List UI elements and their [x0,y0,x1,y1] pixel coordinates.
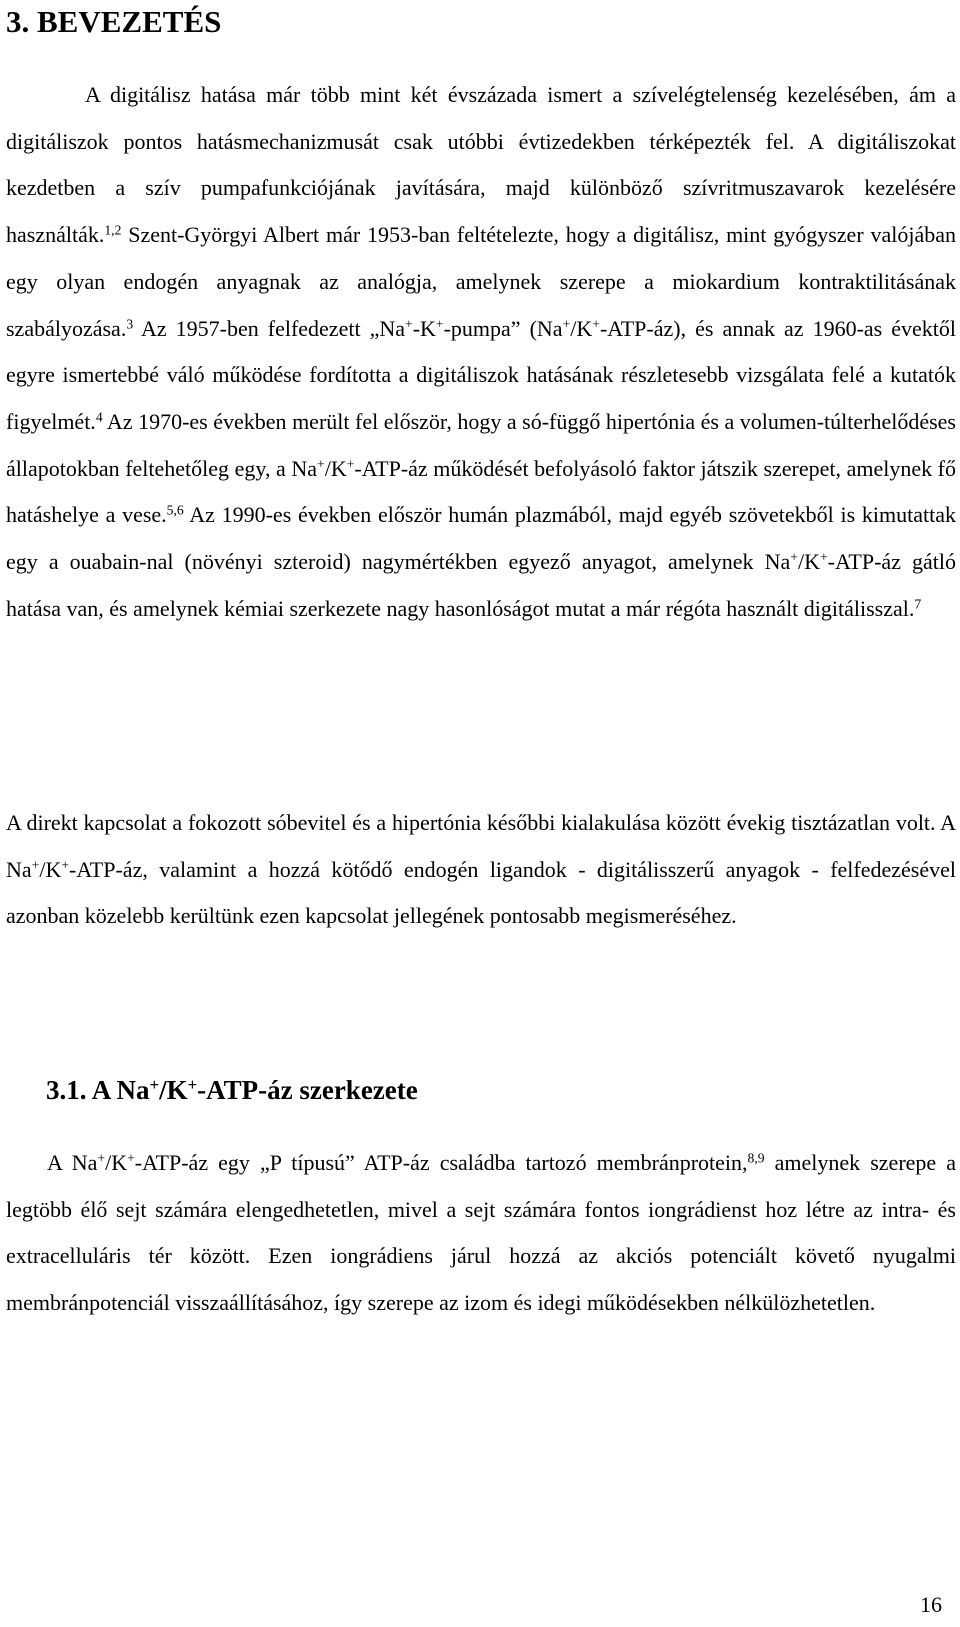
superscript-plus: + [790,549,798,565]
text-run: Szent-Györgyi Albert már 1953-ban feltételezte, hogy a digitálisz, mint gyógyszer valójában egy olyan endogén anyagnak az analógja, amelynek szerepe a miokardium kontraktilitásának szabályozása. [6,222,956,341]
text-run: -K [412,315,436,341]
text-run: -ATP-áz, valamint a hozzá kötődő endogén ligandok - digitálisszerű anyagok - felfedezésével azonban közelebb kerültünk ezen kapcsolat jellegének pontosabb megismeréséhez. [6,856,956,929]
superscript-plus: + [562,316,571,332]
salt-hypertension-paragraph [6,800,956,940]
section-heading: 3. BEVEZETÉS [6,4,222,39]
text-run: A Na [47,1150,98,1175]
superscript-plus: + [31,857,40,873]
citation-ref: 1,2 [104,222,122,238]
atpase-structure-paragraph [6,1140,956,1327]
text-run: Az 1990-es években először humán plazmából, majd egyéb szövetekből is kimutattak egy a ouabain-nal (növényi szteroid) nagymértékben egyező anyagot, amelynek Na [6,502,957,575]
text-run: -ATP-áz), és annak az 1960-as évektől egyre ismertebbé váló működése fordította a digitáliszok hatásának részletesebb vizsgálata felé a kutatók figyelmét. [6,315,957,434]
citation-ref: 3 [126,316,134,332]
text-run: amelynek szerepe a legtöbb élő sejt számára elengedhetetlen, mivel a sejt számára fontos iongrádienst hoz létre az intra- és extracelluláris tér között. Ezen iongrádiens járul hozzá az akciós potenciált követő nyugalmi membránpotenciál visszaállításához, így szerepe az izom és idegi működésekben nélkülözhetetlen. [6,1150,957,1316]
text-run: /K [159,1075,188,1105]
text-run: -ATP-áz egy „P típusú” ATP-áz családba tartozó membránprotein, [134,1150,748,1175]
citation-ref: 5,6 [166,502,184,518]
subsection-heading [46,1070,418,1110]
text-run: /K [105,1150,128,1175]
citation-ref: 8,9 [747,1150,765,1166]
superscript-plus: + [127,1150,135,1166]
text-run: /K [324,455,347,481]
superscript-plus: + [187,1074,198,1094]
text-run: -pumpa” (Na [443,315,563,341]
text-run: /K [39,856,62,882]
superscript-plus: + [592,316,600,332]
superscript-plus: + [346,456,355,472]
text-run: Az 1970-es években merült fel először, hogy a só-függő hipertónia és a volumen-túlterhelődéses állapotokban feltehetőleg egy, a Na [6,408,956,481]
text-run: Az 1957-ben felfedezett „Na [133,315,405,341]
superscript-plus: + [97,1150,106,1166]
text-run: 3.1. A Na [46,1075,150,1105]
superscript-plus: + [61,857,70,873]
intro-paragraph [6,72,956,632]
superscript-plus: + [317,456,325,472]
text-run: -ATP-áz működését befolyásoló faktor játszik szerepet, amelynek fő hatáshelye a vese. [6,455,957,528]
superscript-plus: + [435,316,444,332]
text-run: /K [570,315,593,341]
superscript-plus: + [819,549,828,565]
text-run: A digitálisz hatása már több mint két évszázada ismert a szívelégtelenség kezelésében, ám a digitáliszok pontos hatásmechanizmusát csak utóbbi évtizedekben térképezték fel. A digitáliszokat kezdetben a szív pumpafunkciójának javítására, majd különböző szívritmuszavarok kezelésére használták. [6,82,956,248]
citation-ref: 4 [95,409,103,425]
superscript-plus: + [405,316,413,332]
text-run: -ATP-áz szerkezete [197,1075,418,1105]
citation-ref: 7 [914,596,922,612]
text-run: A direkt kapcsolat a fokozott sóbevitel és a hipertónia későbbi kialakulása között évekig tisztázatlan volt. A Na [6,810,956,882]
page-number: 16 [920,1592,942,1617]
superscript-plus: + [149,1074,160,1094]
text-run: -ATP-áz gátló hatása van, és amelynek kémiai szerkezete nagy hasonlóságot mutat a már régóta használt digitálisszal. [6,549,957,621]
text-run: /K [797,549,820,575]
